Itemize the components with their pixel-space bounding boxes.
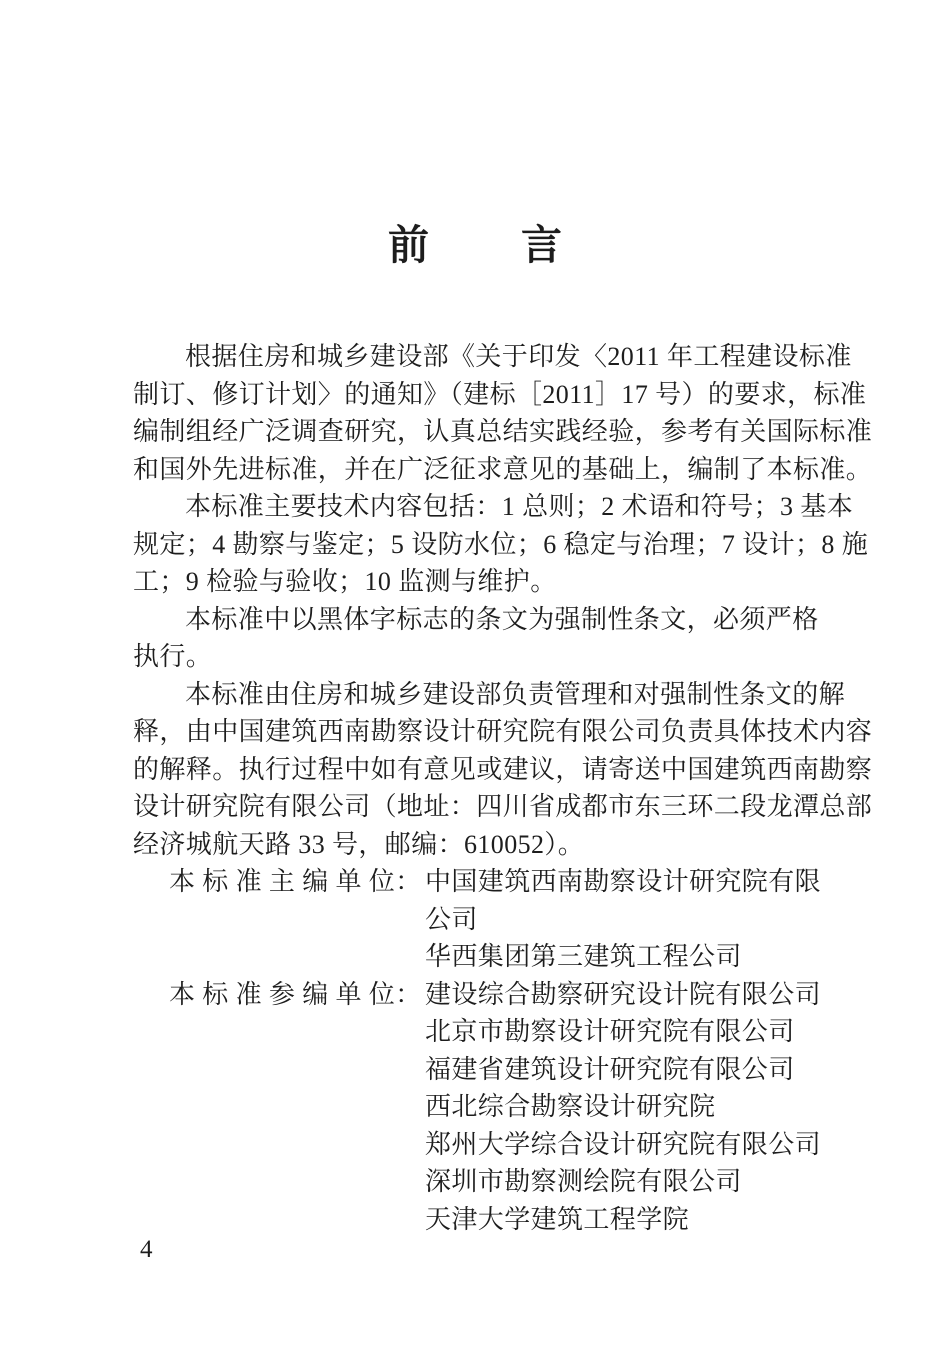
chief-editor-label: 本 标 准 主 编 单 位： xyxy=(169,867,422,896)
unit-name-line: 华西集团第三建筑工程公司 xyxy=(425,942,742,971)
paragraph-mandatory-clauses xyxy=(133,601,823,676)
page-number: 4 xyxy=(140,1236,153,1263)
foreword-body xyxy=(133,338,873,1238)
text-line: 本标准主要技术内容包括：1 总则；2 术语和符号；3 基本 xyxy=(185,492,854,521)
unit-name-line: 北京市勘察设计研究院有限公司 xyxy=(425,1017,795,1046)
text-line: 经济城航天路 33 号，邮编：610052）。 xyxy=(133,829,585,859)
participating-editors-label: 本 标 准 参 编 单 位： xyxy=(169,979,422,1009)
unit-name-line: 深圳市勘察测绘院有限公司 xyxy=(425,1167,742,1196)
unit-name-line: 西北综合勘察设计研究院 xyxy=(425,1092,716,1121)
text-line: 本标准中以黑体字标志的条文为强制性条文，必须严格 xyxy=(185,604,819,634)
participating-editors-units xyxy=(425,976,823,1239)
text-line: 设计研究院有限公司（地址：四川省成都市东三环二段龙潭总部 xyxy=(133,792,873,821)
paragraph-management xyxy=(133,676,873,864)
text-line: 本标准由住房和城乡建设部负责管理和对强制性条文的解 xyxy=(185,679,846,709)
participating-editors-section xyxy=(133,976,823,1239)
text-line: 编制组经广泛调查研究，认真总结实践经验，参考有关国际标准 xyxy=(133,417,873,446)
unit-name-line: 天津大学建筑工程学院 xyxy=(425,1204,690,1234)
page-title xyxy=(0,212,950,271)
page-title-char-1: 前 xyxy=(388,222,429,268)
page-title-char-2: 言 xyxy=(521,222,562,268)
text-line: 规定；4 勘察与鉴定；5 设防水位；6 稳定与治理；7 设计；8 施 xyxy=(133,529,869,559)
text-line: 释，由中国建筑西南勘察设计研究院有限公司负责具体技术内容 xyxy=(133,717,873,746)
text-line: 和国外先进标准，并在广泛征求意见的基础上，编制了本标准。 xyxy=(133,454,873,484)
text-line: 工；9 检验与验收；10 监测与维护。 xyxy=(133,567,557,596)
text-line: 根据住房和城乡建设部《关于印发〈2011 年工程建设标准 xyxy=(185,342,852,371)
unit-name-line: 郑州大学综合设计研究院有限公司 xyxy=(425,1129,822,1159)
unit-name-line: 公司 xyxy=(425,904,478,934)
unit-name-line: 福建省建筑设计研究院有限公司 xyxy=(425,1054,795,1084)
text-line: 的解释。执行过程中如有意见或建议，请寄送中国建筑西南勘察 xyxy=(133,754,873,784)
unit-name-line: 中国建筑西南勘察设计研究院有限 xyxy=(425,867,822,896)
unit-name-line: 建设综合勘察研究设计院有限公司 xyxy=(425,979,822,1009)
paragraph-contents xyxy=(133,488,869,601)
text-line: 执行。 xyxy=(133,642,213,671)
paragraph-basis xyxy=(133,338,873,488)
chief-editor-units xyxy=(425,863,823,976)
text-line: 制订、修订计划〉的通知》（建标［2011］17 号）的要求，标准 xyxy=(133,379,867,409)
chief-editor-section xyxy=(133,863,823,976)
